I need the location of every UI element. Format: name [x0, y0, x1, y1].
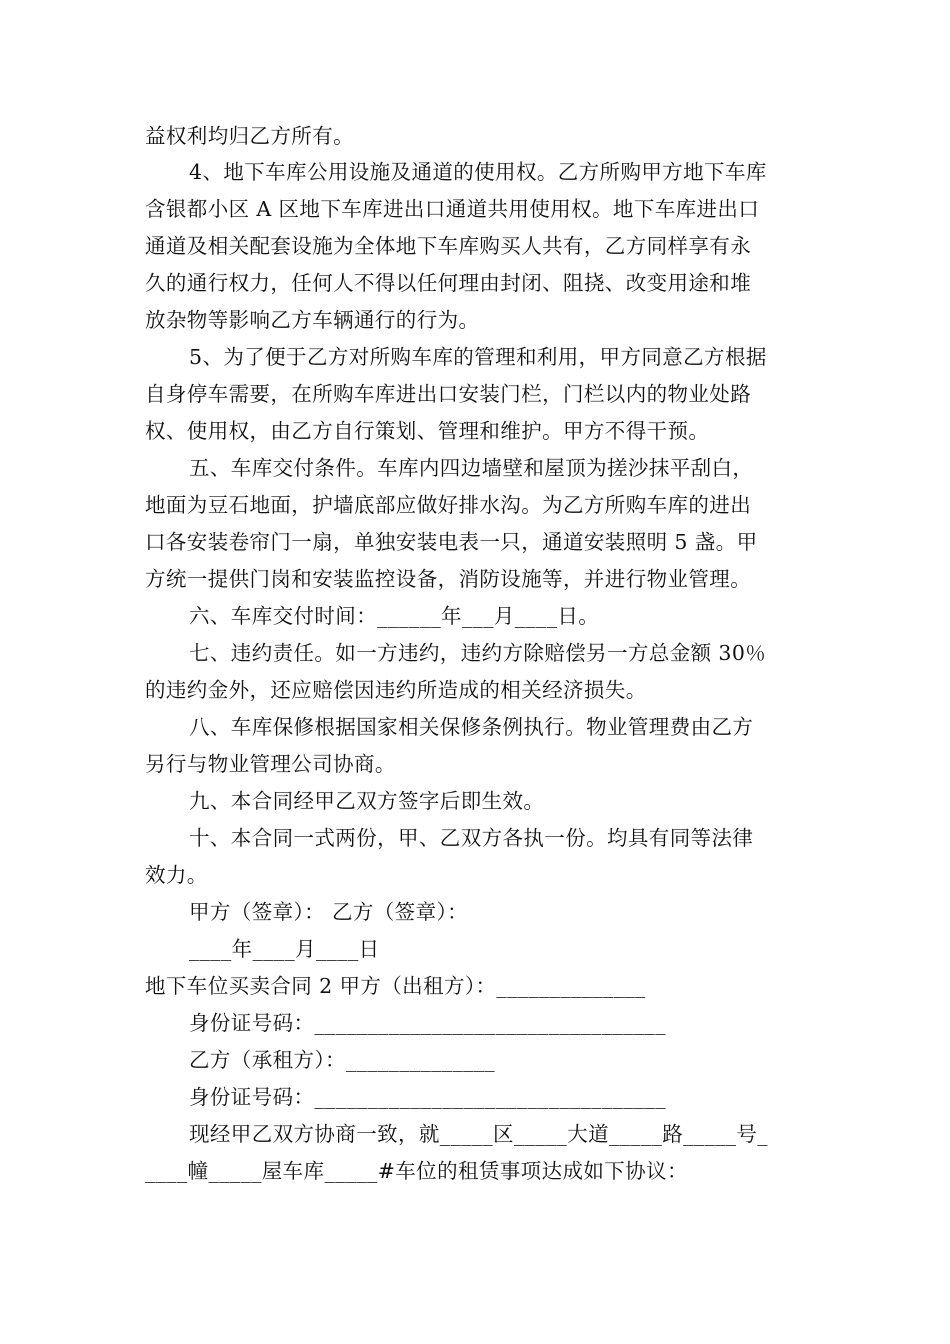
paragraph-line: 效力。 — [145, 863, 208, 887]
signature-line: 甲方（签章）： 乙方（签章）： — [189, 900, 469, 924]
paragraph-line: 口各安装卷帘门一扇，单独安装电表一只，通道安装照明 5 盏。甲 — [145, 530, 758, 554]
paragraph-line: 六、车库交付时间：______年___月____日。 — [189, 604, 600, 628]
id-number-line: 身份证号码：_________________________________ — [189, 1085, 666, 1109]
section-heading-line: 地下车位买卖合同 2 甲方（出租方）：______________ — [145, 974, 646, 998]
paragraph-line: 放杂物等影响乙方车辆通行的行为。 — [145, 308, 480, 332]
paragraph-line: 八、车库保修根据国家相关保修条例执行。物业管理费由乙方 — [189, 715, 754, 739]
paragraph-line: 现经甲乙双方协商一致，就_____区_____大道_____路_____号_ — [189, 1122, 768, 1146]
paragraph-line: 五、车库交付条件。车库内四边墙壁和屋顶为搓沙抹平刮白， — [189, 456, 754, 480]
paragraph-line: 的违约金外，还应赔偿因违约所造成的相关经济损失。 — [145, 678, 647, 702]
paragraph-line: 九、本合同经甲乙双方签字后即生效。 — [189, 789, 545, 813]
paragraph-line: 地面为豆石地面，护墙底部应做好排水沟。为乙方所购车库的进出 — [145, 493, 752, 517]
paragraph-line: 七、违约责任。如一方违约，违约方除赔偿另一方总金额 30％ — [189, 641, 767, 665]
paragraph-line: ____幢_____屋车库_____#车位的租赁事项达成如下协议： — [145, 1159, 688, 1183]
paragraph-line: 自身停车需要，在所购车库进出口安装门栏，门栏以内的物业处路 — [145, 382, 752, 406]
paragraph-line: 5、为了便于乙方对所购车库的管理和利用，甲方同意乙方根据 — [189, 345, 767, 369]
paragraph-line: 方统一提供门岗和安装监控设备，消防设施等，并进行物业管理。 — [145, 567, 752, 591]
tenant-line: 乙方（承租方）：______________ — [189, 1048, 496, 1072]
paragraph-line: 十、本合同一式两份，甲、乙双方各执一份。均具有同等法律 — [189, 826, 754, 850]
paragraph-line: 权、使用权，由乙方自行策划、管理和维护。甲方不得干预。 — [145, 419, 710, 443]
paragraph-line: 益权利均归乙方所有。 — [145, 124, 354, 148]
paragraph-line: 另行与物业管理公司协商。 — [145, 752, 396, 776]
paragraph-line: 含银都小区 A 区地下车库进出口通道共用使用权。地下车库进出口 — [145, 197, 760, 221]
paragraph-line: 通道及相关配套设施为全体地下车库购买人共有，乙方同样享有永 — [145, 234, 752, 258]
id-number-line: 身份证号码：_________________________________ — [189, 1011, 666, 1035]
date-line: ____年____月____日 — [189, 937, 380, 961]
paragraph-line: 4、地下车库公用设施及通道的使用权。乙方所购甲方地下车库 — [189, 160, 767, 184]
paragraph-line: 久的通行权力，任何人不得以任何理由封闭、阻挠、改变用途和堆 — [145, 271, 752, 295]
